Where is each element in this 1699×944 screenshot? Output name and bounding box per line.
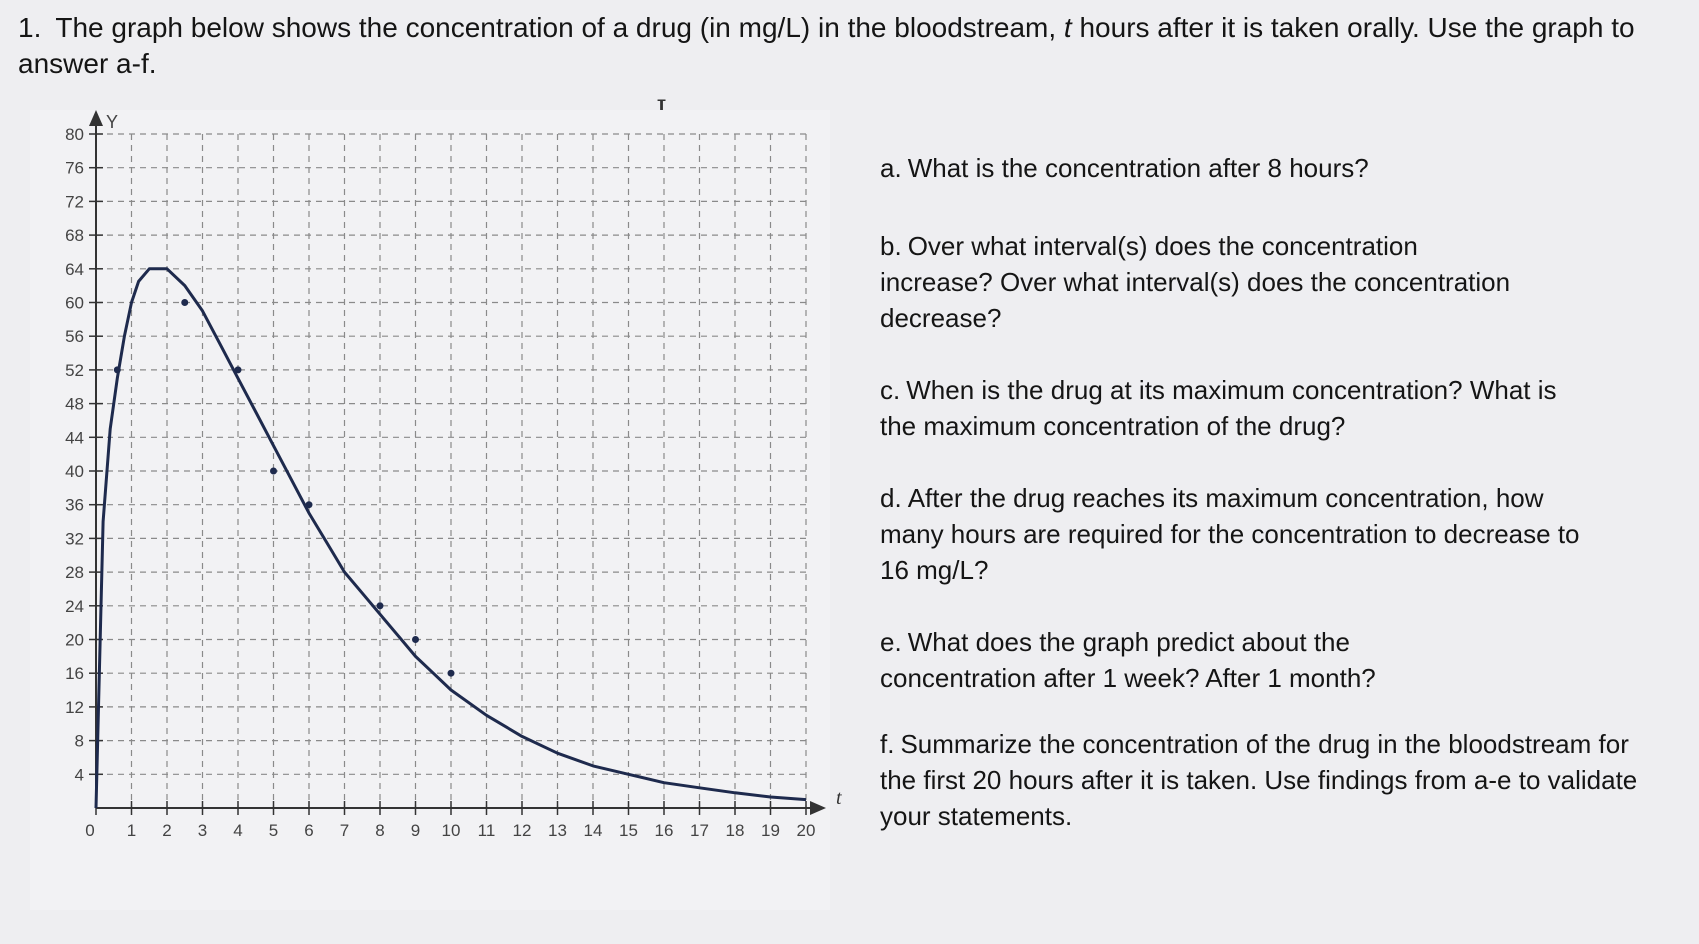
x-tick-label: 20 (796, 821, 816, 840)
y-tick-label: 40 (65, 462, 84, 481)
question-a (880, 150, 1660, 186)
x-axis-label: t (836, 787, 842, 809)
x-tick-label: 1 (126, 821, 137, 840)
y-tick-label: 8 (74, 731, 84, 751)
x-tick-label: 6 (304, 821, 314, 840)
y-tick-label: 56 (65, 327, 84, 347)
question-a-label: a. (880, 153, 902, 183)
problem-number: 1. (18, 12, 42, 43)
x-tick-label: 7 (339, 821, 350, 840)
question-f-label: f. (880, 729, 895, 759)
question-d-label: d. (880, 483, 902, 513)
question-c (880, 372, 1560, 444)
y-tick-label: 64 (65, 259, 84, 279)
x-tick-label: 19 (761, 821, 780, 840)
question-a-text: What is the concentration after 8 hours? (907, 153, 1369, 183)
question-d-text: After the drug reaches its maximum concentration, how many hours are required for the concentration to decrease to 16 mg/L? (880, 483, 1580, 585)
data-point (235, 366, 242, 373)
question-b-label: b. (880, 231, 902, 261)
y-tick-label: 68 (65, 226, 84, 246)
question-f-text: Summarize the concentration of the drug in the bloodstream for the first 20 hours after it is taken. Use findings from a-e to validate your statements. (880, 729, 1638, 831)
data-point (448, 670, 455, 677)
x-tick-label: 4 (233, 821, 243, 840)
y-tick-label: 52 (65, 360, 84, 380)
y-tick-label: 72 (65, 192, 84, 212)
y-tick-label: 32 (65, 529, 84, 549)
data-point (412, 636, 419, 643)
problem-statement (18, 10, 1638, 82)
x-tick-label: 5 (268, 821, 279, 840)
y-tick-label: 12 (65, 697, 84, 717)
data-point (114, 366, 121, 373)
question-e (880, 624, 1440, 696)
question-b (880, 228, 1520, 336)
y-axis-label: Y (106, 112, 119, 132)
y-tick-label: 48 (65, 394, 84, 414)
concentration-chart (30, 110, 842, 910)
data-point (306, 501, 313, 508)
x-tick-label: 15 (619, 821, 638, 840)
data-point (377, 602, 384, 609)
y-tick-label: 80 (65, 125, 84, 144)
y-tick-label: 24 (65, 596, 84, 616)
question-d (880, 480, 1600, 588)
x-tick-label: 17 (690, 821, 709, 840)
x-tick-label: 8 (375, 821, 385, 840)
y-tick-label: 4 (74, 765, 84, 785)
x-tick-label: 14 (583, 821, 603, 840)
problem-text-start: The graph below shows the concentration of a drug (in mg/L) in the bloodstream, (55, 12, 1057, 43)
x-tick-label: 12 (512, 821, 532, 840)
y-tick-label: 16 (65, 664, 84, 684)
question-e-label: e. (880, 627, 902, 657)
x-tick-label: 13 (548, 821, 567, 840)
x-tick-label: 18 (725, 821, 745, 840)
data-point (181, 299, 188, 306)
x-tick-label: 0 (85, 821, 95, 840)
y-tick-label: 28 (65, 563, 84, 583)
x-tick-label: 10 (441, 821, 461, 840)
question-c-label: c. (880, 375, 901, 405)
y-tick-label: 44 (65, 428, 84, 448)
time-variable: t (1063, 12, 1072, 43)
data-point (270, 468, 277, 475)
problem-text-end: hours after it is taken orally. Use the graph to answer a-f. (18, 12, 1635, 79)
y-tick-label: 60 (65, 293, 84, 313)
x-tick-label: 2 (162, 821, 172, 840)
x-tick-label: 16 (654, 821, 674, 840)
x-tick-label: 3 (197, 821, 208, 840)
y-tick-label: 76 (65, 158, 84, 178)
x-tick-label: 9 (410, 821, 421, 840)
question-e-text: What does the graph predict about the concentration after 1 week? After 1 month? (880, 627, 1376, 693)
question-c-text: When is the drug at its maximum concentration? What is the maximum concentration of the drug? (880, 375, 1557, 441)
question-b-text: Over what interval(s) does the concentration increase? Over what interval(s) does the concentration decrease? (880, 231, 1511, 333)
x-tick-label: 11 (477, 821, 496, 840)
question-f (880, 726, 1640, 834)
y-tick-label: 36 (65, 495, 84, 515)
y-tick-label: 20 (65, 630, 84, 650)
